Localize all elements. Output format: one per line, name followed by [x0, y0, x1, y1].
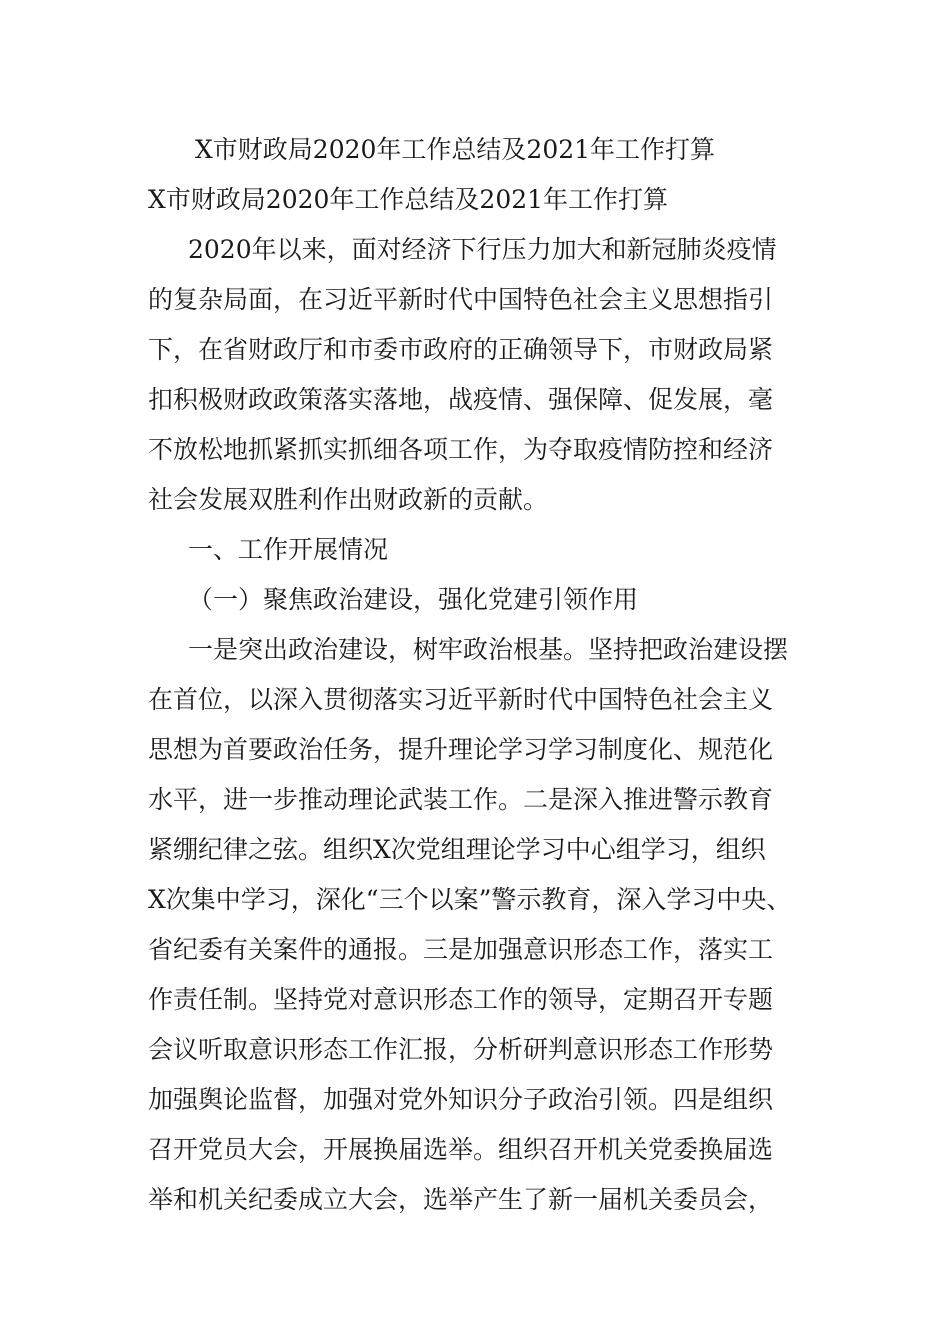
- paragraph-line: 思想为首要政治任务，提升理论学习学习制度化、规范化: [148, 735, 774, 764]
- document-subtitle: X市财政局2020年工作总结及2021年工作打算: [148, 185, 669, 214]
- paragraph-line: 2020年以来，面对经济下行压力加大和新冠肺炎疫情: [188, 235, 777, 264]
- paragraph-line: 召开党员大会，开展换届选举。组织召开机关党委换届选: [148, 1135, 774, 1164]
- subsection-heading: （一）聚焦政治建设，强化党建引领作用: [188, 585, 639, 614]
- document-title: X市财政局2020年工作总结及2021年工作打算: [195, 135, 716, 164]
- paragraph-line: 下，在省财政厅和市委市政府的正确领导下，市财政局紧: [148, 335, 774, 364]
- paragraph-line: 作责任制。坚持党对意识形态工作的领导，定期召开专题: [148, 985, 774, 1014]
- paragraph-line: 紧绷纪律之弦。组织X次党组理论学习中心组学习，组织: [148, 835, 766, 864]
- paragraph-line: 的复杂局面，在习近平新时代中国特色社会主义思想指引: [148, 285, 774, 314]
- paragraph-line: 水平，进一步推动理论武装工作。二是深入推进警示教育: [148, 785, 774, 814]
- paragraph-line: 扣积极财政政策落实落地，战疫情、强保障、促发展，毫: [148, 385, 774, 414]
- paragraph-line: X次集中学习，深化“三个以案”警示教育，深入学习中央、: [148, 885, 792, 914]
- paragraph-line: 社会发展双胜利作出财政新的贡献。: [148, 485, 549, 514]
- paragraph-line: 一是突出政治建设，树牢政治根基。坚持把政治建设摆: [188, 635, 789, 664]
- paragraph-line: 不放松地抓紧抓实抓细各项工作，为夺取疫情防控和经济: [148, 435, 774, 464]
- paragraph-line: 加强舆论监督，加强对党外知识分子政治引领。四是组织: [148, 1085, 774, 1114]
- paragraph-line: 在首位，以深入贯彻落实习近平新时代中国特色社会主义: [148, 685, 774, 714]
- paragraph-line: 举和机关纪委成立大会，选举产生了新一届机关委员会，: [148, 1185, 774, 1214]
- paragraph-line: 省纪委有关案件的通报。三是加强意识形态工作，落实工: [148, 935, 774, 964]
- paragraph-line: 会议听取意识形态工作汇报，分析研判意识形态工作形势: [148, 1035, 774, 1064]
- section-heading: 一、工作开展情况: [188, 535, 389, 564]
